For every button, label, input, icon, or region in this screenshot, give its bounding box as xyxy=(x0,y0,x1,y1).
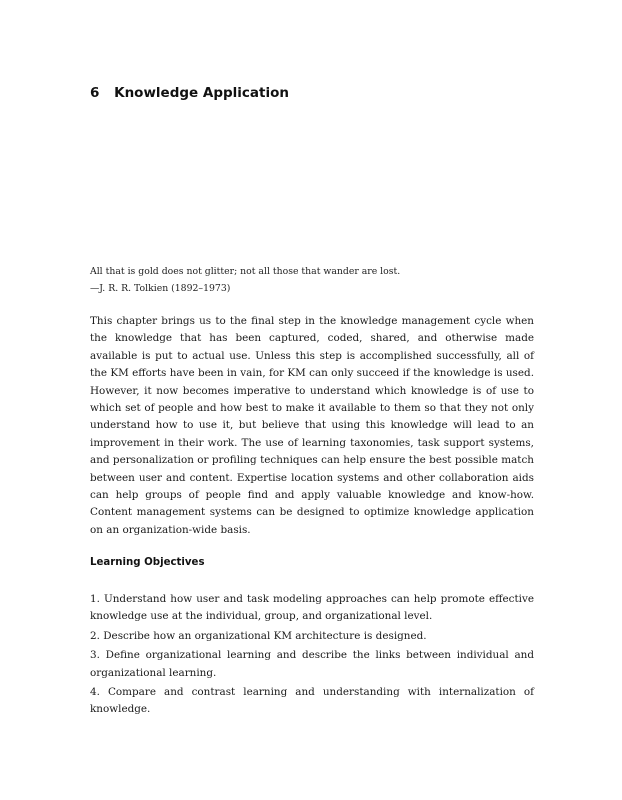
learning-objectives-list xyxy=(90,591,534,721)
epigraph-quote: All that is gold does not glitter; not all those that wander are lost. xyxy=(90,266,401,277)
epigraph-attribution: —J. R. R. Tolkien (1892–1973) xyxy=(90,283,231,294)
chapter-heading xyxy=(90,85,289,101)
objective-item: 4. Compare and contrast learning and understanding with internalization of knowledge. xyxy=(90,686,534,716)
chapter-number: 6 xyxy=(90,85,100,101)
chapter-title: Knowledge Application xyxy=(114,85,290,101)
learning-objectives-heading: Learning Objectives xyxy=(90,557,205,568)
epigraph xyxy=(90,263,400,297)
objective-item: 1. Understand how user and task modeling approaches can help promote effective knowledge use at the individual, group, and organizational level. xyxy=(90,593,534,623)
intro-paragraph: This chapter brings us to the final step in the knowledge management cycle when the knowledge that has been captured, coded, shared, and otherwise made available is put to actual use. Unless this step is accomplished successfully, all of the KM efforts have been in vain, for KM can only succeed if the knowledge is used. However, it now becomes imperative to understand which knowledge is of use to which set of people and how best to make it available to them so that they not only understand how to use it, but believe that using this knowledge will lead to an improvement in their work. The use of learning taxonomies, task support systems, and personalization or profiling techniques can help ensure the best possible match between user and content. Expertise location systems and other collaboration aids can help groups of people find and apply valuable knowledge and know-how. Content management systems can be designed to optimize knowledge application on an organization-wide basis. xyxy=(90,315,534,536)
objective-item: 3. Define organizational learning and describe the links between individual and organizational learning. xyxy=(90,649,534,679)
objective-item: 2. Describe how an organizational KM architecture is designed. xyxy=(90,629,427,642)
